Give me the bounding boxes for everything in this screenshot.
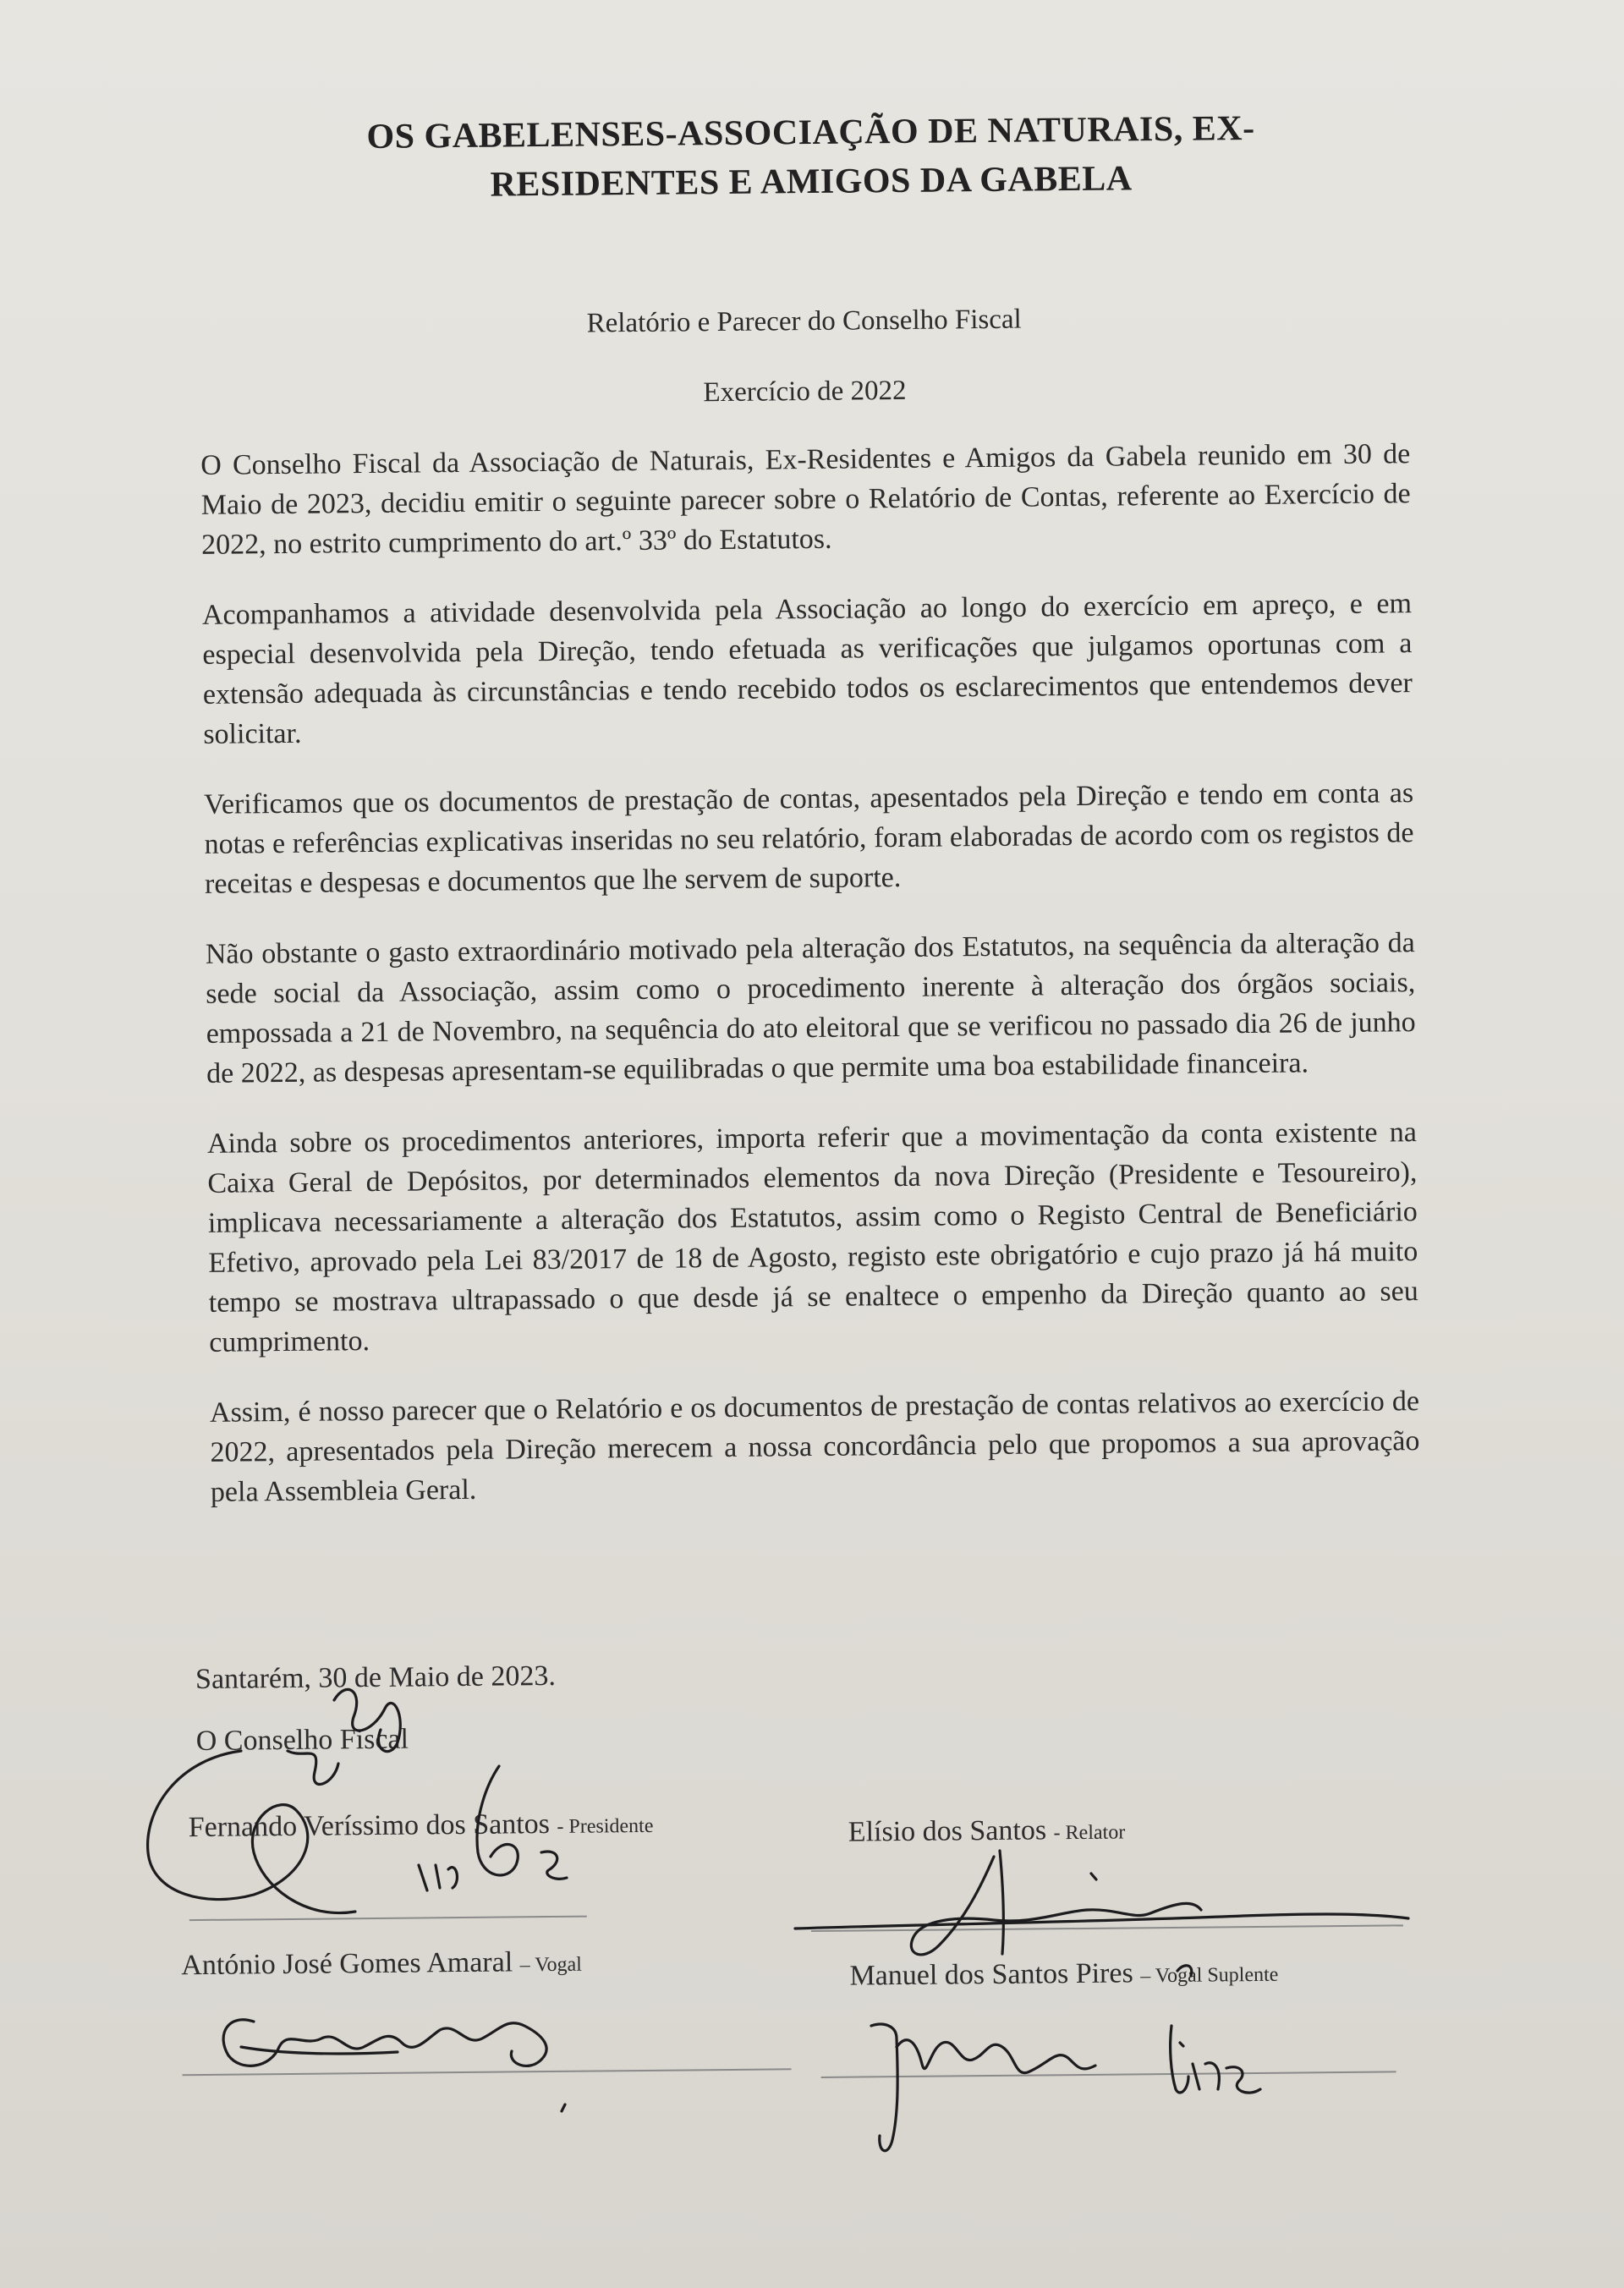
exercise-year: Exercício de 2022: [703, 375, 907, 409]
signatory-presidente: [189, 1808, 654, 1844]
signatory-relator: [848, 1813, 1126, 1848]
signatory-name: Elísio dos Santos: [848, 1814, 1047, 1848]
signatory-role: – Vogal: [519, 1953, 582, 1977]
paragraph: Verificamos que os documentos de prestação de contas, apesentados pela Direção e tendo em conta as notas e referências explicativas inseridas no seu relatório, foram elaboradas de acordo com os registos de receitas e despesas e documentos que lhe servem de suporte.: [203, 777, 1414, 900]
report-body: [200, 434, 1420, 1543]
signature-line: [189, 1916, 587, 1922]
signature-line: [821, 2071, 1396, 2078]
place-date: Santarém, 30 de Maio de 2023.: [195, 1660, 557, 1696]
signatory-role: – Vogal Suplente: [1140, 1963, 1279, 1988]
signatory-name: Manuel dos Santos Pires: [849, 1957, 1133, 1992]
title-line-1: OS GABELENSES-ASSOCIAÇÃO DE NATURAIS, EX-: [366, 108, 1255, 156]
signatory-role: - Relator: [1053, 1821, 1126, 1845]
closing-block: [195, 1653, 873, 1783]
signatory-name: António José Gomes Amaral: [181, 1946, 513, 1982]
signatory-vogal: [181, 1946, 582, 1983]
report-subtitle: Relatório e Parecer do Conselho Fiscal: [586, 304, 1022, 339]
paragraph: Assim, é nosso parecer que o Relatório e os documentos de prestação de contas relativos ao exercício de 2022, apresentados pela Direção merecem a nossa concordância pelo que propomos a sua aprovação pela Assembleia Geral.: [209, 1385, 1420, 1508]
document-title: [324, 103, 1298, 211]
signatory-name: Fernando Veríssimo dos Santos: [188, 1808, 551, 1844]
paragraph: Ainda sobre os procedimentos anteriores, importa referir que a movimentação da conta existente na Caixa Geral de Depósitos, por determinados elementos da nova Direção (Presidente e Tesoureiro), implicava necessariamente a alteração dos Estatutos, assim como o Registo Central de Beneficiário Efetivo, aprovado pela Lei 83/2017 de 18 de Agosto, registo este obrigatório e cujo prazo já há muito tempo se mostrava ultrapassado o que desde já se enaltece o empenho da Direção quanto ao seu cumprimento.: [206, 1117, 1418, 1358]
signatory-vogal-suplente: [849, 1956, 1278, 1993]
signature-line: [811, 1924, 1403, 1932]
signature-line: [183, 2068, 792, 2076]
title-line-2: RESIDENTES E AMIGOS DA GABELA: [490, 159, 1133, 205]
paragraph: Acompanhamos a atividade desenvolvida pela Associação ao longo do exercício em apreço, e em especial desenvolvida pela Direção, tendo efetuada as verificações que julgamos oportunas com a extensão adequada às circunstâncias e tendo recebido todos os esclarecimentos que entendemos dever solicitar.: [201, 588, 1413, 750]
paragraph: O Conselho Fiscal da Associação de Naturais, Ex-Residentes e Amigos da Gabela reunido em 30 de Maio de 2023, decidiu emitir o seguinte parecer sobre o Relatório de Contas, referente ao Exercício de 2022, no estrito cumprimento do art.º 33º do Estatutos.: [200, 438, 1411, 561]
signatory-role: - Presidente: [557, 1814, 654, 1838]
paragraph: Não obstante o gasto extraordinário motivado pela alteração dos Estatutos, na sequência da alteração da sede social da Associação, assim como o procedimento inerente à alteração dos órgãos sociais, empossada a 21 de Novembro, na sequência do ato eleitoral que se verificou no passado dia 26 de junho de 2022, as despesas apresentam-se equilibradas o que permite uma boa estabilidade financeira.: [205, 927, 1416, 1089]
council-name: O Conselho Fiscal: [195, 1723, 409, 1758]
